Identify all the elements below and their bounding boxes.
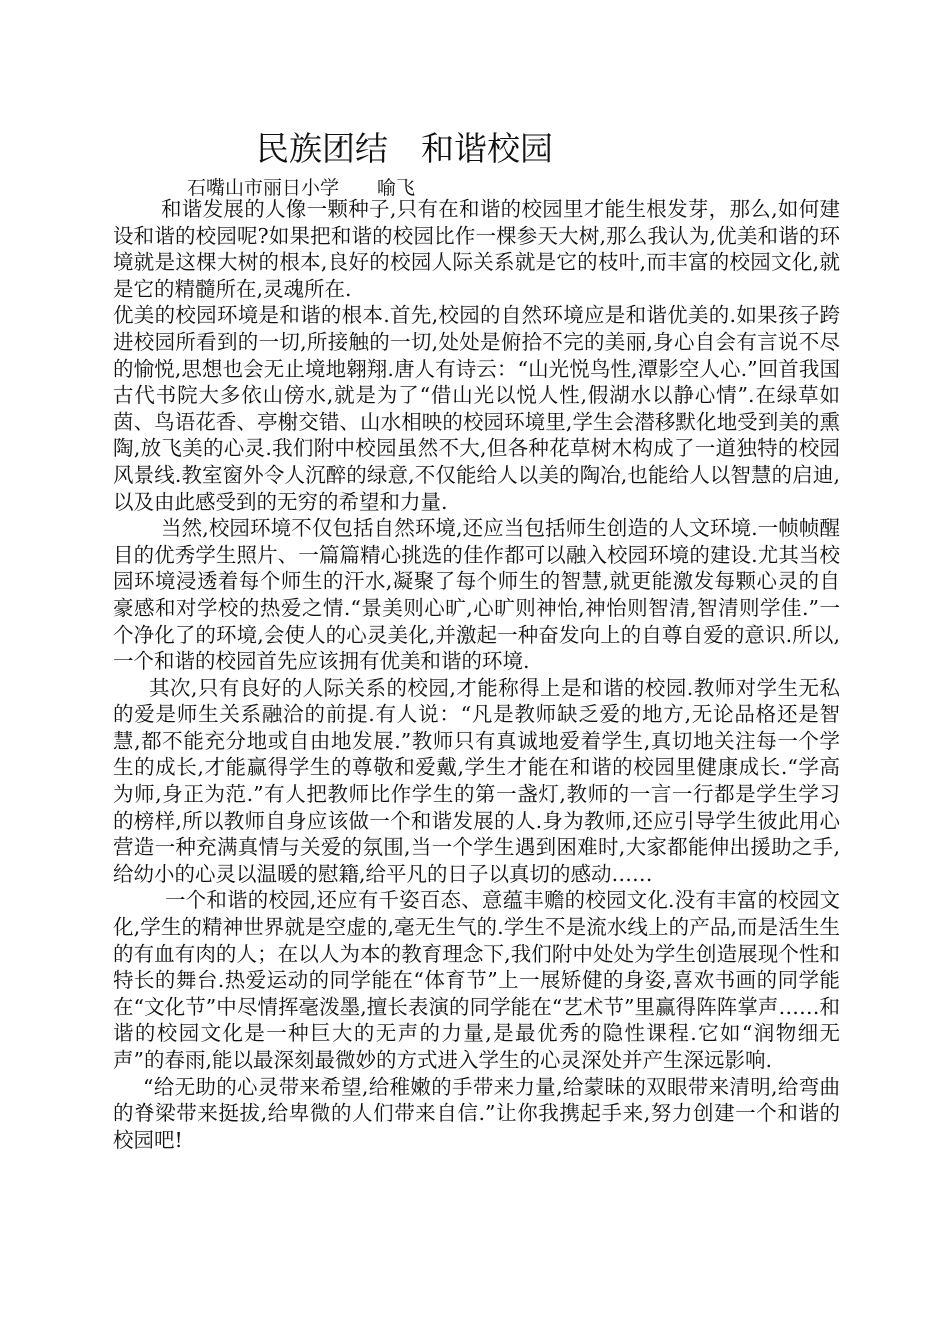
paragraph-humanistic-environment: 当然,校园环境不仅包括自然环境,还应当包括师生创造的人文环境.一帧帧醒目的优秀学生照片、一篇篇精心挑选的佳作都可以融入校园环境的建设.尤其当校园环境浸透着每个师生的汗水,凝聚了每个师生的智慧,就更能激发每颗心灵的自豪感和对学校的热爱之情.“景美则心旷,心旷则神怡,神怡则智清,智清则学佳.”一个净化了的环境,会使人的心灵美化,并激起一种奋发向上的自尊自爱的意识.所以,一个和谐的校园首先应该拥有优美和谐的环境. [113,516,840,674]
paragraph-relationships: 其次,只有良好的人际关系的校园,才能称得上是和谐的校园.教师对学生无私的爱是师生关系融洽的前提.有人说：“凡是教师缺乏爱的地方,无论品格还是智慧,都不能充分地或自由地发展.”教师只有真诚地爱着学生,真切地关注每一个学生的成长,才能赢得学生的尊敬和爱戴,学生才能在和谐的校园里健康成长.“学高为师,身正为范.”有人把教师比作学生的第一盏灯,教师的一言一行都是学生学习的榜样,所以教师自身应该做一个和谐发展的人.身为教师,还应引导学生彼此用心营造一种充满真情与关爱的氛围,当一个学生遇到困难时,大家都能伸出援助之手,给幼小的心灵以温暖的慰籍,给平凡的日子以真切的感动…… [113,675,840,886]
paragraph-environment: 优美的校园环境是和谐的根本.首先,校园的自然环境应是和谐优美的.如果孩子跨进校园所看到的一切,所接触的一切,处处是俯拾不完的美丽,身心自会有言说不尽的愉悦,思想也会无止境地翱翔.唐人有诗云：“山光悦鸟性,潭影空人心.”回首我国古代书院大多依山傍水,就是为了“借山光以悦人性,假湖水以静心情”.在绿草如茵、鸟语花香、亭榭交错、山水相映的校园环境里,学生会潜移默化地受到美的熏陶,放飞美的心灵.我们附中校园虽然不大,但各种花草树木构成了一道独特的校园风景线.教室窗外令人沉醉的绿意,不仅能给人以美的陶冶,也能给人以智慧的启迪,以及由此感受到的无穷的希望和力量. [113,303,840,514]
document-title: 民族团结 和谐校园 [256,129,553,168]
paragraph-intro: 和谐发展的人像一颗种子,只有在和谐的校园里才能生根发芽，那么,如何建设和谐的校园呢?如果把和谐的校园比作一棵参天大树,那么我认为,优美和谐的环境就是这棵大树的根本,良好的校园人际关系就是它的枝叶,而丰富的校园文化,就是它的精髓所在,灵魂所在. [113,197,840,301]
paragraph-conclusion: “给无助的心灵带来希望,给稚嫩的手带来力量,给蒙昧的双眼带来清明,给弯曲的脊梁带来挺拔,给卑微的人们带来自信.”让你我携起手来,努力创建一个和谐的校园吧! [113,1074,840,1152]
paragraph-culture: 一个和谐的校园,还应有千姿百态、意蕴丰赡的校园文化.没有丰富的校园文化,学生的精神世界就是空虚的,毫无生气的.学生不是流水线上的产品,而是活生生的有血有肉的人；在以人为本的教育理念下,我们附中处处为学生创造展现个性和特长的舞台.热爱运动的同学能在“体育节”上一展矫健的身姿,喜欢书画的同学能在“文化节”中尽情挥毫泼墨,擅长表演的同学能在“艺术节”里赢得阵阵掌声……和谐的校园文化是一种巨大的无声的力量,是最优秀的隐性课程.它如“润物细无声”的春雨,能以最深刻最微妙的方式进入学生的心灵深处并产生深远影响. [113,888,840,1072]
document-body [113,196,840,1153]
author-byline: 石嘴山市丽日小学 喻飞 [187,177,416,199]
